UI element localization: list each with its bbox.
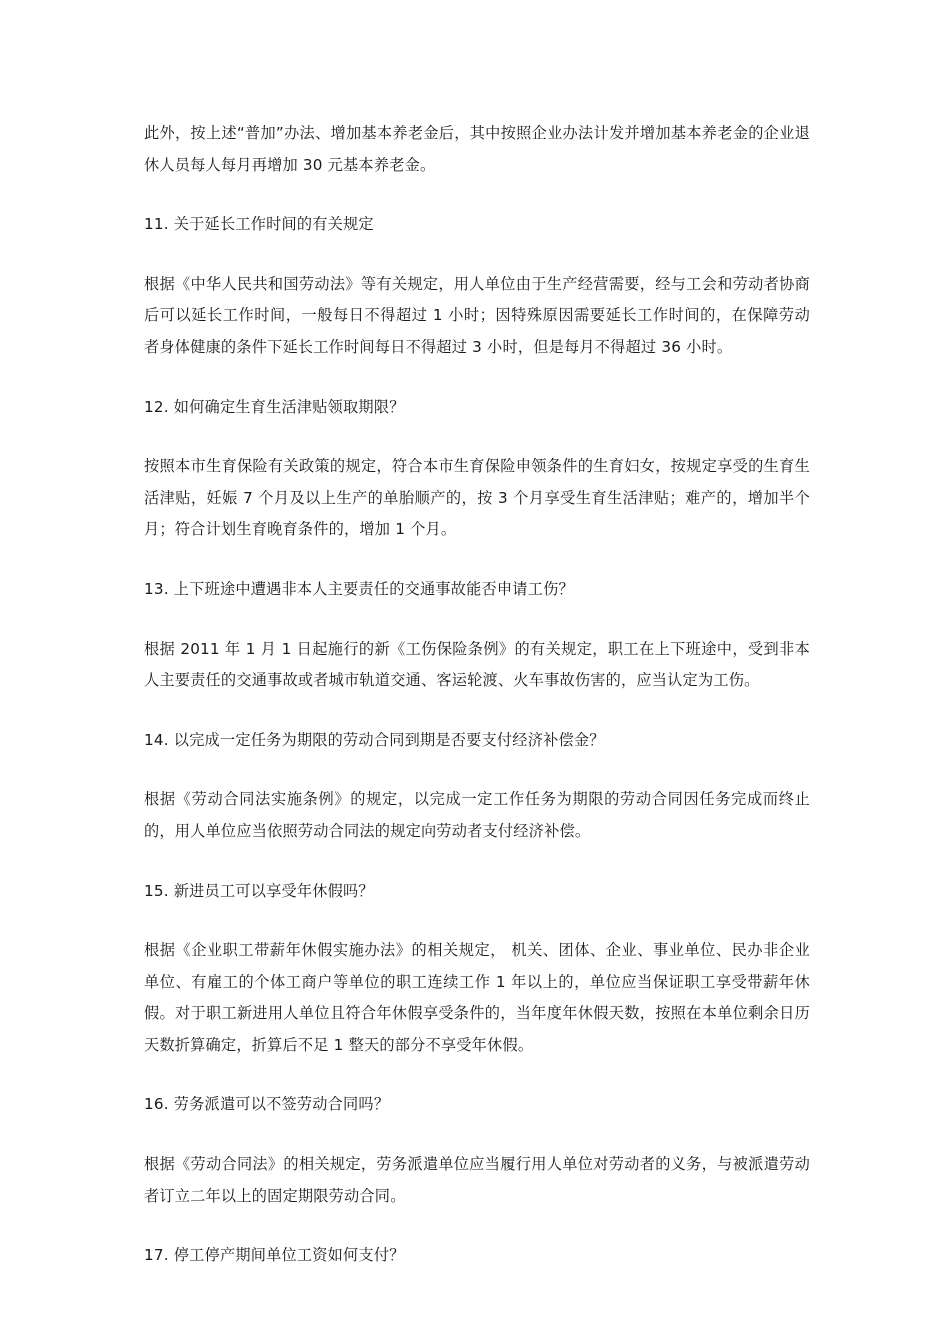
section-heading-16: 16. 劳务派遣可以不签劳动合同吗？: [144, 1095, 390, 1114]
document-page: [144, 118, 810, 1272]
section-heading-14: 14. 以完成一定任务为期限的劳动合同到期是否要支付经济补偿金？: [144, 730, 605, 749]
paragraph: 根据《中华人民共和国劳动法》等有关规定，用人单位由于生产经营需要，经与工会和劳动者协商后可以延长工作时间，一般每日不得超过 1 小时；因特殊原因需要延长工作时间的，在保障劳动者身体健康的条件下延长工作时间每日不得超过 3 小时，但是每月不得超过 36 小时。: [144, 274, 810, 356]
section-heading-17: 17. 停工停产期间单位工资如何支付？: [144, 1246, 405, 1265]
section-heading-11: 11. 关于延长工作时间的有关规定: [144, 215, 374, 234]
section-heading-15: 15. 新进员工可以享受年休假吗？: [144, 881, 374, 900]
paragraph: 此外，按上述“普加”办法、增加基本养老金后，其中按照企业办法计发并增加基本养老金的企业退休人员每人每月再增加 30 元基本养老金。: [144, 124, 810, 174]
paragraph: 根据《劳动合同法实施条例》的规定，以完成一定工作任务为期限的劳动合同因任务完成而终止的，用人单位应当依照劳动合同法的规定向劳动者支付经济补偿。: [144, 790, 810, 840]
paragraph: 根据《劳动合同法》的相关规定，劳务派遣单位应当履行用人单位对劳动者的义务，与被派遣劳动者订立二年以上的固定期限劳动合同。: [144, 1155, 810, 1205]
section-heading-13: 13. 上下班途中遭遇非本人主要责任的交通事故能否申请工伤？: [144, 579, 574, 598]
paragraph: 按照本市生育保险有关政策的规定，符合本市生育保险申领条件的生育妇女，按规定享受的生育生活津贴，妊娠 7 个月及以上生产的单胎顺产的，按 3 个月享受生育生活津贴；难产的，增加半个月；符合计划生育晚育条件的，增加 1 个月。: [144, 457, 810, 539]
paragraph: 根据 2011 年 1 月 1 日起施行的新《工伤保险条例》的有关规定，职工在上下班途中，受到非本人主要责任的交通事故或者城市轨道交通、客运轮渡、火车事故伤害的，应当认定为工伤。: [144, 639, 810, 690]
paragraph: 根据《企业职工带薪年休假实施办法》的相关规定， 机关、团体、企业、事业单位、民办非企业单位、有雇工的个体工商户等单位的职工连续工作 1 年以上的，单位应当保证职工享受带薪年休假。对于职工新进用人单位且符合年休假享受条件的，当年度年休假天数，按照在本单位剩余日历天数折算确定，折算后不足 1 整天的部分不享受年休假。: [144, 941, 810, 1054]
section-heading-12: 12. 如何确定生育生活津贴领取期限？: [144, 397, 405, 416]
